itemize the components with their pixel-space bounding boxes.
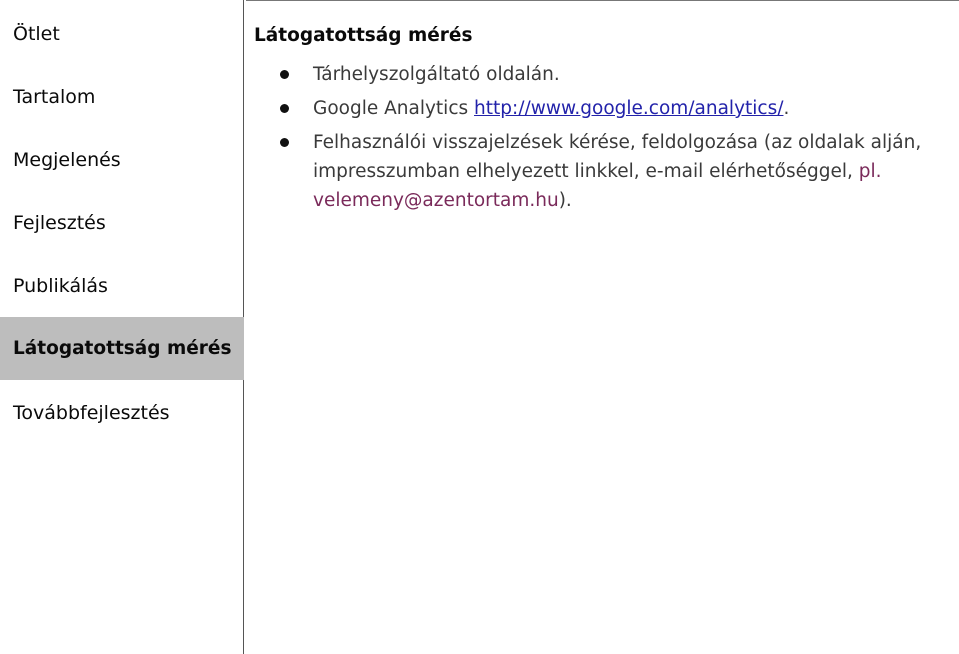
- list-item: [254, 60, 944, 89]
- list-item: [254, 128, 944, 215]
- page-title: Látogatottság mérés: [254, 25, 473, 46]
- sidebar-item-otlet[interactable]: [0, 2, 244, 65]
- top-divider: [246, 0, 959, 1]
- sidebar-item-label: Tartalom: [13, 85, 96, 108]
- bullet-icon: [280, 138, 289, 147]
- sidebar-item-label: Ötlet: [13, 22, 60, 45]
- sidebar-item-label: Továbbfejlesztés: [13, 401, 170, 424]
- sidebar-item-label: Látogatottság mérés: [13, 338, 232, 359]
- sidebar-item-megjelenes[interactable]: [0, 128, 244, 191]
- sidebar-item-latogatottsag-meres[interactable]: [0, 317, 244, 380]
- main-content: [254, 22, 944, 215]
- feedback-email-example: pl. velemeny@azentortam.hu: [313, 161, 882, 211]
- list-item-suffix: .: [783, 98, 790, 119]
- list-item-text: Google Analytics: [313, 98, 475, 119]
- list-item-text: Felhasználói visszajelzések kérése, feldolgozása (az oldalak alján, impresszumban elhelyezett linkkel, e-mail elérhetőséggel,: [313, 132, 922, 182]
- sidebar-item-fejlesztes[interactable]: [0, 191, 244, 254]
- sidebar-item-label: Megjelenés: [13, 148, 121, 171]
- list-item-suffix: ).: [558, 190, 572, 211]
- sidebar-item-publikalas[interactable]: [0, 254, 244, 317]
- bullet-list: [254, 60, 944, 215]
- google-analytics-link[interactable]: http://www.google.com/analytics/: [474, 98, 784, 119]
- sidebar-item-tartalom[interactable]: [0, 65, 244, 128]
- sidebar-nav: [0, 0, 244, 654]
- bullet-icon: [280, 70, 289, 79]
- sidebar-item-label: Publikálás: [13, 274, 108, 297]
- sidebar-item-tovabbfejlesztes[interactable]: [0, 381, 244, 444]
- bullet-icon: [280, 104, 289, 113]
- list-item-text: Tárhelyszolgáltató oldalán.: [313, 64, 560, 85]
- sidebar-item-label: Fejlesztés: [13, 211, 106, 234]
- list-item: [254, 94, 944, 123]
